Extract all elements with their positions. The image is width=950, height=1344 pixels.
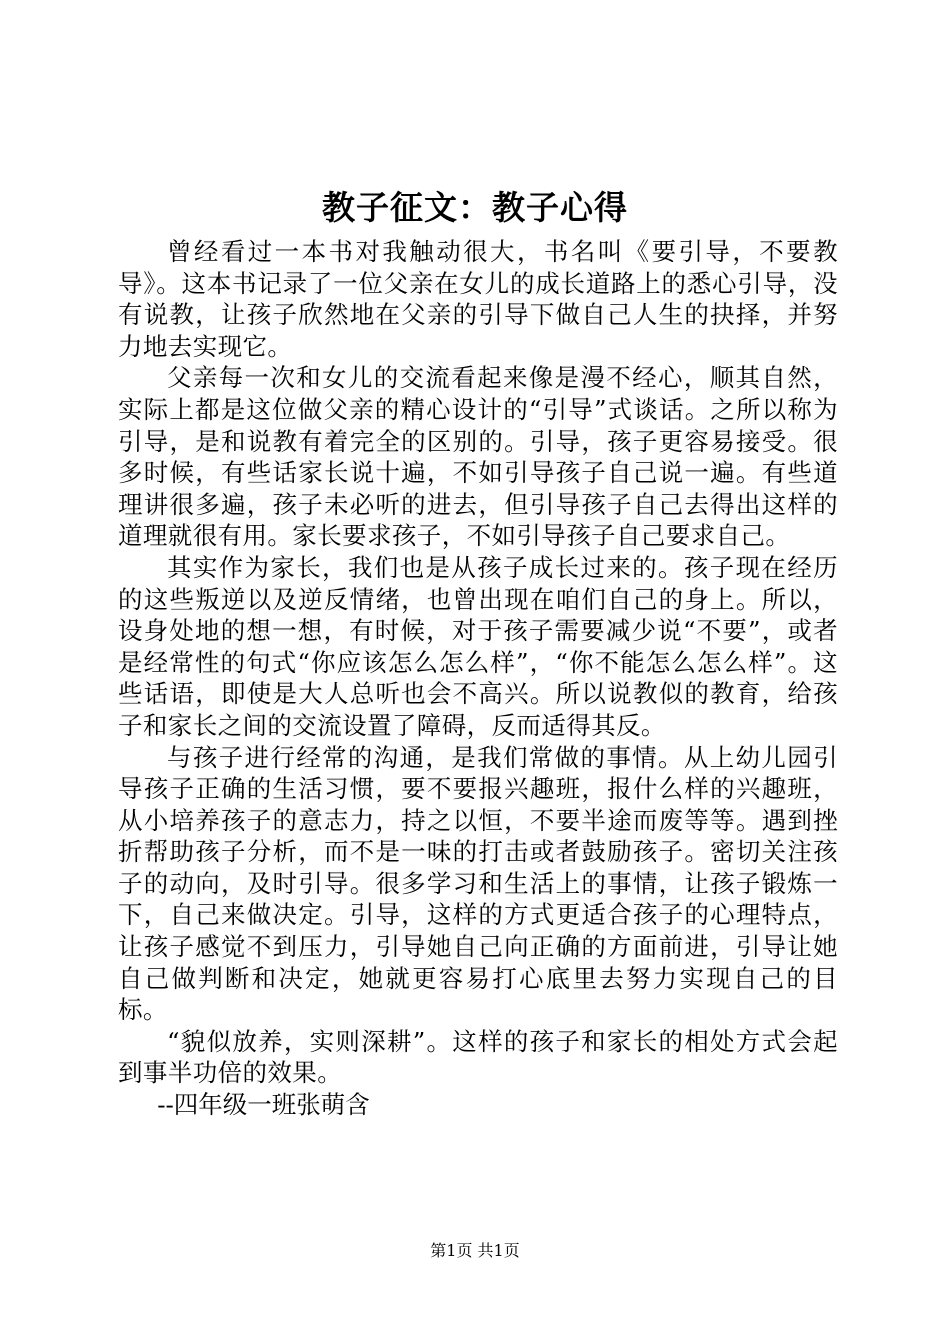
paragraph-1: 曾经看过一本书对我触动很大，书名叫《要引导，不要教导》。这本书记录了一位父亲在女儿的成长道路上的悉心引导，没有说教，让孩子欣然地在父亲的引导下做自己人生的抉择，并努力地去实现它。 bbox=[118, 237, 838, 361]
document-body bbox=[118, 236, 838, 1121]
page-footer: 第1页 共1页 bbox=[430, 1241, 520, 1260]
document-title: 教子征文：教子心得 bbox=[322, 188, 628, 227]
paragraph-4: 与孩子进行经常的沟通，是我们常做的事情。从上幼儿园引导孩子正确的生活习惯，要不要报兴趣班，报什么样的兴趣班，从小培养孩子的意志力，持之以恒，不要半途而废等等。遇到挫折帮助孩子分析，而不是一味的打击或者鼓励孩子。密切关注孩子的动向，及时引导。很多学习和生活上的事情，让孩子锻炼一下，自己来做决定。引导，这样的方式更适合孩子的心理特点，让孩子感觉不到压力，引导她自己向正确的方面前进，引导让她自己做判断和决定，她就更容易打心底里去努力实现自己的目标。 bbox=[118, 742, 838, 1025]
paragraph-2: 父亲每一次和女儿的交流看起来像是漫不经心，顺其自然，实际上都是这位做父亲的精心设计的“引导”式谈话。之所以称为引导，是和说教有着完全的区别的。引导，孩子更容易接受。很多时候，有些话家长说十遍，不如引导孩子自己说一遍。有些道理讲很多遍，孩子未必听的进去，但引导孩子自己去得出这样的道理就很有用。家长要求孩子，不如引导孩子自己要求自己。 bbox=[118, 363, 838, 551]
author-signature: --四年级一班张萌含 bbox=[157, 1090, 370, 1120]
paragraph-3: 其实作为家长，我们也是从孩子成长过来的。孩子现在经历的这些叛逆以及逆反情绪，也曾出现在咱们自己的身上。所以，设身处地的想一想，有时候，对于孩子需要减少说“不要”，或者是经常性的句式“你应该怎么怎么样”，“你不能怎么怎么样”。这些话语，即使是大人总听也会不高兴。所以说教似的教育，给孩子和家长之间的交流设置了障碍，反而适得其反。 bbox=[118, 552, 838, 740]
paragraph-5: “貌似放养，实则深耕”。这样的孩子和家长的相处方式会起到事半功倍的效果。 bbox=[118, 1026, 838, 1088]
